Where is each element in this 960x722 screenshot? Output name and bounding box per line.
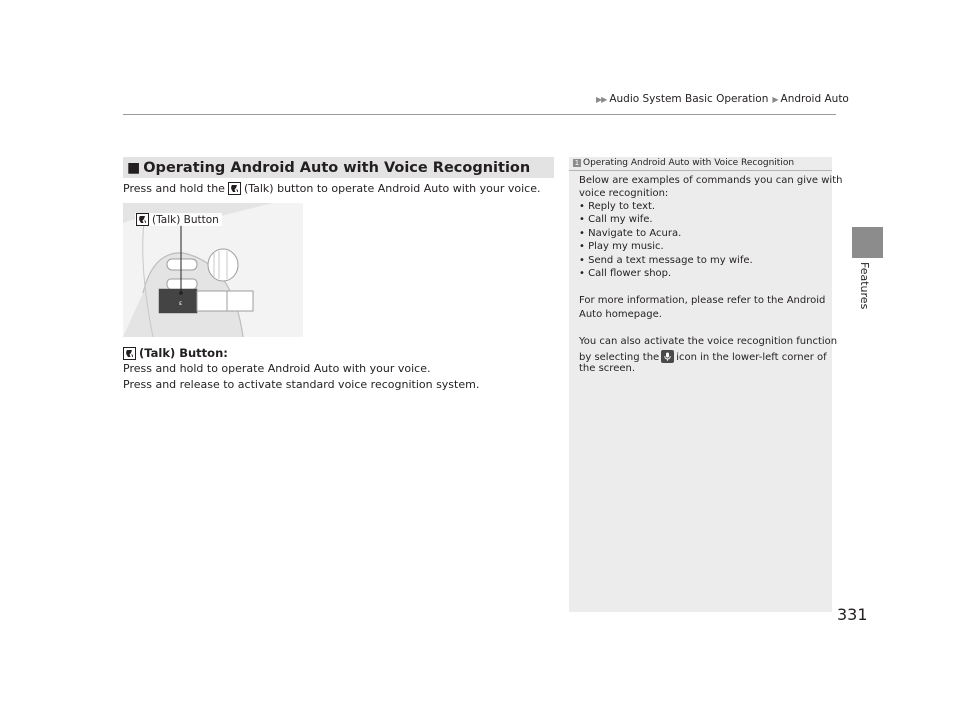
note-divider [569,170,832,171]
header-divider [123,114,836,115]
talk-icon [228,182,241,195]
intro-text-after: (Talk) button to operate Android Auto with your voice. [243,182,541,195]
bullet-icon: • [579,228,585,239]
breadcrumb-link-android-auto[interactable]: Android Auto [780,93,849,105]
talk-button-desc-1: Press and hold to operate Android Auto with your voice. [123,362,431,375]
note-activate-line-2: by selecting the icon in the lower-left corner of [579,352,827,363]
section-tab-marker [852,227,883,258]
note-activate-line-1: You can also activate the voice recognition function [579,336,838,347]
bullet-icon: • [579,255,585,266]
intro-text [123,182,540,195]
figure-callout [135,213,222,226]
page-number: 331 [837,605,868,624]
bullet-icon: • [579,268,585,279]
command-list-item: • Call flower shop. [579,268,672,279]
breadcrumb-arrow-icon: ▶▶ [596,95,607,104]
talk-icon [136,213,149,226]
svg-text:ε: ε [179,300,183,307]
breadcrumb-link-audio-system[interactable]: Audio System Basic Operation [609,93,769,105]
talk-button-heading [123,346,228,360]
section-marker-icon: ■ [127,159,141,176]
talk-icon [123,347,136,360]
command-list-item: • Send a text message to my wife. [579,255,753,266]
note-more-line-2: Auto homepage. [579,309,662,320]
microphone-icon [661,350,674,363]
bullet-icon: • [579,241,585,252]
section-tab-label: Features [858,262,871,310]
breadcrumb-arrow-icon: ▶ [772,95,778,104]
note-activate-line-3: the screen. [579,363,636,374]
bullet-icon: • [579,214,585,225]
note-intro-line-2: voice recognition: [579,188,669,199]
talk-button-heading-text: (Talk) Button: [139,346,228,360]
talk-button-desc-2: Press and release to activate standard voice recognition system. [123,378,480,391]
command-list-item: • Play my music. [579,241,664,252]
breadcrumb [596,93,849,105]
note-panel [569,157,832,612]
reference-marker-icon: 1 [574,159,580,167]
bullet-icon: • [579,201,585,212]
note-title-text: Operating Android Auto with Voice Recognition [583,158,795,168]
section-title: Operating Android Auto with Voice Recognition [143,159,531,176]
command-list-item: • Call my wife. [579,214,653,225]
section-header [123,157,554,178]
note-more-line-1: For more information, please refer to the Android [579,295,826,306]
note-title [573,158,794,168]
command-list-item: • Reply to text. [579,201,656,212]
command-list-item: • Navigate to Acura. [579,228,682,239]
figure-callout-label: (Talk) Button [152,214,219,226]
note-intro-line-1: Below are examples of commands you can give with [579,175,843,186]
intro-text-before: Press and hold the [123,182,225,195]
